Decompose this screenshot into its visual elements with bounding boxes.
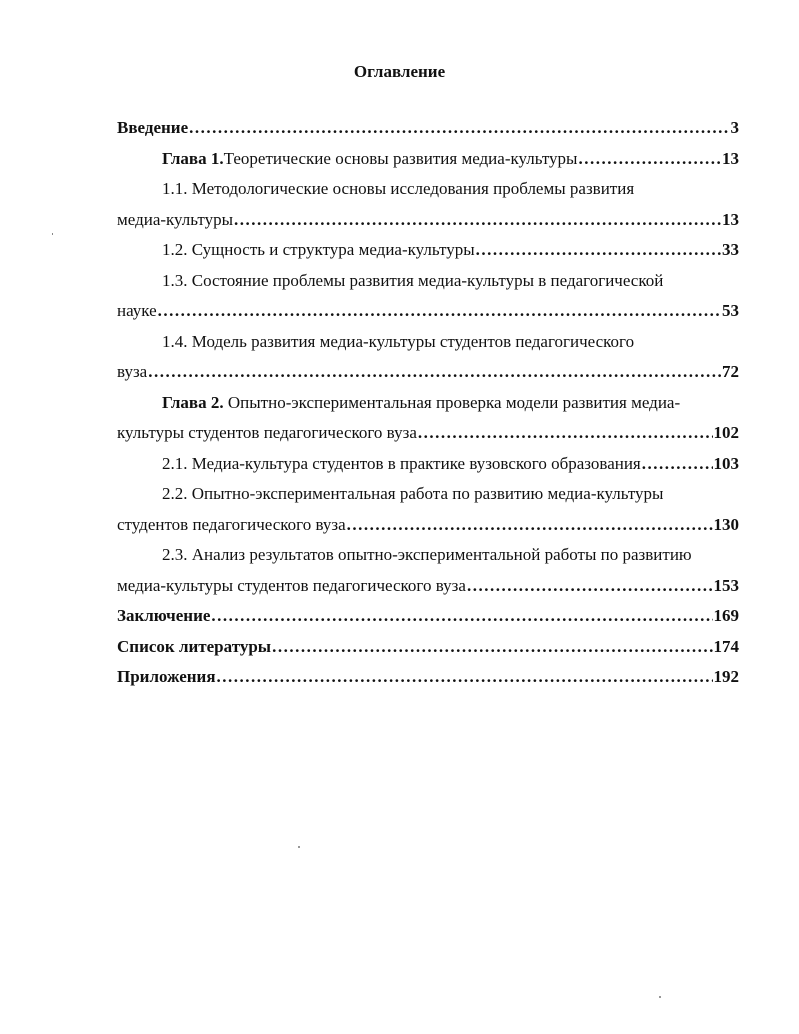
toc-entry-text: студентов педагогического вуза xyxy=(117,514,346,534)
toc-entry-line xyxy=(117,296,739,327)
toc-page-number: 174 xyxy=(713,636,739,656)
toc-entry-line xyxy=(117,601,739,632)
toc-entry-line xyxy=(117,266,739,297)
toc-entry-line xyxy=(117,205,739,236)
toc-page-number: 169 xyxy=(713,606,739,625)
toc-entry[interactable] xyxy=(117,540,739,601)
toc-entry-text: 1.2. Сущность и структура медиа-культуры xyxy=(162,240,475,259)
dot-leader xyxy=(148,357,721,388)
toc-page-number: 102 xyxy=(713,423,739,442)
toc-entry-line xyxy=(117,235,739,266)
toc-entry-text: 1.4. Модель развития медиа-культуры студентов педагогического xyxy=(162,331,635,351)
toc-entry-line xyxy=(117,388,739,419)
toc-page-number: 153 xyxy=(713,575,739,595)
toc-entry[interactable] xyxy=(117,266,739,327)
toc-page-number: 130 xyxy=(713,514,739,534)
toc-entry-line xyxy=(117,357,739,388)
toc-entry[interactable] xyxy=(117,327,739,388)
toc-entry-text: медиа-культуры xyxy=(117,209,234,229)
toc-entry-line xyxy=(117,510,739,541)
toc-chapter-label: Глава 1. xyxy=(162,148,224,168)
toc-entry[interactable] xyxy=(117,662,739,693)
toc-entry-line xyxy=(117,113,739,144)
toc-entry[interactable] xyxy=(117,479,739,540)
toc-entry-text: 2.2. Опытно-экспериментальная работа по развитию медиа-культуры xyxy=(162,484,664,503)
toc-entry-line xyxy=(117,418,739,449)
dot-leader xyxy=(189,113,729,144)
toc-entry-text: науке xyxy=(117,301,157,320)
toc-page-number: 72 xyxy=(722,362,739,381)
toc-entry[interactable] xyxy=(117,632,739,663)
table-of-contents xyxy=(117,113,739,693)
toc-entry[interactable] xyxy=(117,449,739,480)
toc-page-number: 13 xyxy=(722,148,739,168)
toc-page-number: 103 xyxy=(713,453,739,473)
toc-entry[interactable] xyxy=(117,601,739,632)
toc-entry-text: 2.3. Анализ результатов опытно-экспериментальной работы по развитию xyxy=(162,545,692,564)
dot-leader xyxy=(476,235,721,266)
dot-leader xyxy=(347,510,713,541)
scan-speck xyxy=(659,996,661,998)
toc-page-number: 192 xyxy=(713,667,739,686)
toc-entry-text: Введение xyxy=(117,118,189,137)
dot-leader xyxy=(467,571,713,602)
toc-entry-text: 2.1. Медиа-культура студентов в практике вузовского образования xyxy=(162,453,641,473)
toc-page-number: 3 xyxy=(730,118,739,137)
toc-entry-text: Теоретические основы развития медиа-культуры xyxy=(223,148,578,168)
toc-entry[interactable] xyxy=(117,144,739,175)
toc-entry-text: Список литературы xyxy=(117,636,272,656)
toc-entry-line xyxy=(117,144,739,175)
toc-entry-text: культуры студентов педагогического вуза xyxy=(117,423,417,442)
toc-entry-line xyxy=(117,662,739,693)
toc-entry-text: 1.3. Состояние проблемы развития медиа-культуры в педагогической xyxy=(162,270,664,290)
dot-leader xyxy=(272,632,712,663)
toc-entry-text: медиа-культуры студентов педагогического вуза xyxy=(117,575,466,595)
dot-leader xyxy=(217,662,713,693)
toc-page-number: 33 xyxy=(722,240,739,259)
toc-entry[interactable] xyxy=(117,113,739,144)
scan-speck xyxy=(52,233,53,235)
dot-leader xyxy=(234,205,721,236)
toc-entry-text: вуза xyxy=(117,362,148,381)
toc-entry[interactable] xyxy=(117,235,739,266)
toc-entry-text: 1.1. Методологические основы исследования проблемы развития xyxy=(162,179,635,198)
dot-leader xyxy=(642,449,713,480)
toc-entry-line xyxy=(117,327,739,358)
dot-leader xyxy=(158,296,721,327)
toc-page-number: 53 xyxy=(722,301,739,320)
toc-entry-text: Приложения xyxy=(117,667,216,686)
toc-entry-text: Опытно-экспериментальная проверка модели развития медиа- xyxy=(223,392,681,412)
toc-entry[interactable] xyxy=(117,388,739,449)
toc-entry-line xyxy=(117,449,739,480)
toc-entry[interactable] xyxy=(117,174,739,235)
toc-entry-line xyxy=(117,571,739,602)
page-title: Оглавление xyxy=(353,62,446,81)
dot-leader xyxy=(578,144,721,175)
toc-entry-line xyxy=(117,540,739,571)
dot-leader xyxy=(211,601,712,632)
toc-entry-line xyxy=(117,632,739,663)
toc-page-number: 13 xyxy=(722,209,739,229)
toc-entry-text: Заключение xyxy=(117,606,211,625)
toc-entry-line xyxy=(117,479,739,510)
dot-leader xyxy=(418,418,713,449)
toc-chapter-label: Глава 2. xyxy=(162,392,224,412)
scan-speck xyxy=(298,846,300,848)
toc-entry-line xyxy=(117,174,739,205)
